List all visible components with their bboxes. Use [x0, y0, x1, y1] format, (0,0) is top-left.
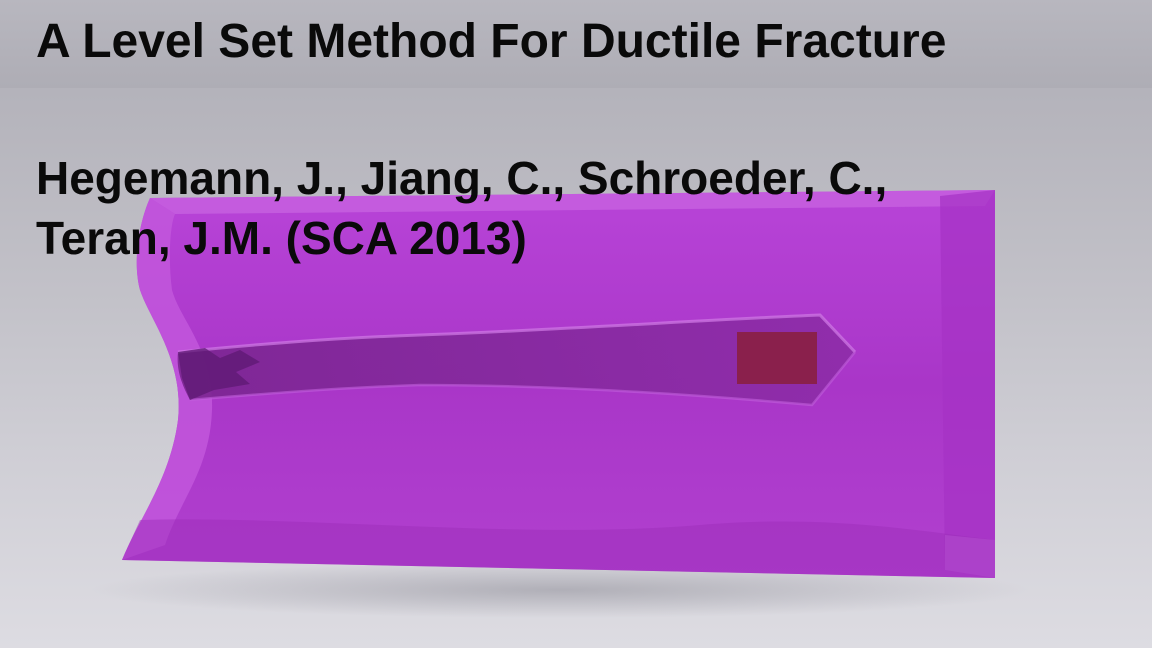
author-citation-line-1: Hegemann, J., Jiang, C., Schroeder, C., [36, 152, 888, 204]
specimen-right-face [940, 190, 995, 578]
slide-title: A Level Set Method For Ductile Fracture [36, 15, 947, 68]
author-citation [36, 148, 887, 268]
author-citation-line-2: Teran, J.M. (SCA 2013) [36, 212, 527, 264]
damage-patch [737, 332, 817, 384]
